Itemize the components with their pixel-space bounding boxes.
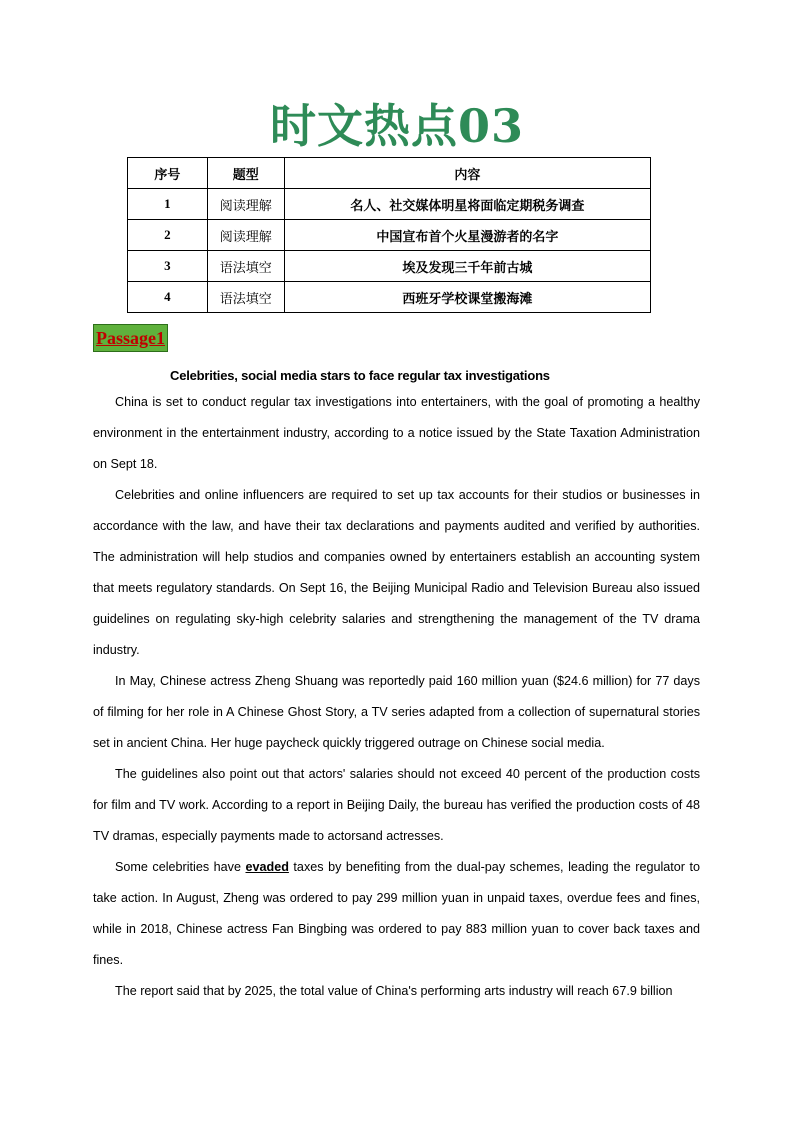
header-number: 序号 <box>128 158 208 189</box>
paragraph: The guidelines also point out that actors' salaries should not exceed 40 percent of the production costs for film and TV work. According to a report in Beijing Daily, the bureau has verified the production costs of 48 TV dramas, especially payments made to actorsand actresses. <box>93 767 700 843</box>
row-number: 4 <box>128 282 208 313</box>
page-title: 时文热点03 <box>269 99 524 153</box>
paragraph-text: Some celebrities have <box>115 860 246 874</box>
table-row <box>128 282 651 313</box>
row-type: 阅读理解 <box>207 189 284 220</box>
paragraph: China is set to conduct regular tax investigations into entertainers, with the goal of promoting a healthy environment in the entertainment industry, according to a notice issued by the State Taxation Administration on Sept 18. <box>93 395 700 471</box>
paragraph: The report said that by 2025, the total value of China's performing arts industry will reach 67.9 billion <box>115 984 673 998</box>
passage-label: Passage1 <box>93 324 168 352</box>
table-row <box>128 251 651 282</box>
paragraph-text: taxes by benefiting from the dual-pay schemes, leading the regulator to take action. In August, Zheng was ordered to pay 299 million yuan in unpaid taxes, overdue fees and fines, while in 2018, Chinese actress Fan Bingbing was ordered to pay 883 million yuan to cover back taxes and fines. <box>93 860 700 967</box>
row-type: 语法填空 <box>207 251 284 282</box>
table-row <box>128 189 651 220</box>
table-row <box>128 220 651 251</box>
row-content: 西班牙学校课堂搬海滩 <box>284 282 650 313</box>
contents-table <box>127 157 651 313</box>
row-content: 埃及发现三千年前古城 <box>284 251 650 282</box>
paragraph <box>93 852 700 976</box>
row-content: 名人、社交媒体明星将面临定期税务调查 <box>284 189 650 220</box>
paragraph: In May, Chinese actress Zheng Shuang was reportedly paid 160 million yuan ($24.6 million) for 77 days of filming for her role in A Chinese Ghost Story, a TV series adapted from a collection of supernatural stories set in ancient China. Her huge paycheck quickly triggered outrage on Chinese social media. <box>93 674 700 750</box>
row-number: 2 <box>128 220 208 251</box>
row-content: 中国宣布首个火星漫游者的名字 <box>284 220 650 251</box>
row-number: 3 <box>128 251 208 282</box>
article-body <box>93 387 700 1007</box>
row-type: 阅读理解 <box>207 220 284 251</box>
highlighted-word: evaded <box>245 860 289 874</box>
article-headline: Celebrities, social media stars to face regular tax investigations <box>170 368 550 383</box>
paragraph: Celebrities and online influencers are required to set up tax accounts for their studios or businesses in accordance with the law, and have their tax declarations and payments audited and verified by authorities. The administration will help studios and companies owned by entertainers establish an accounting system that meets regulatory standards. On Sept 16, the Beijing Municipal Radio and Television Bureau also issued guidelines on regulating sky-high celebrity salaries and strengthening the management of the TV drama industry. <box>93 488 700 657</box>
row-type: 语法填空 <box>207 282 284 313</box>
header-content: 内容 <box>284 158 650 189</box>
row-number: 1 <box>128 189 208 220</box>
table-header-row <box>128 158 651 189</box>
header-type: 题型 <box>207 158 284 189</box>
